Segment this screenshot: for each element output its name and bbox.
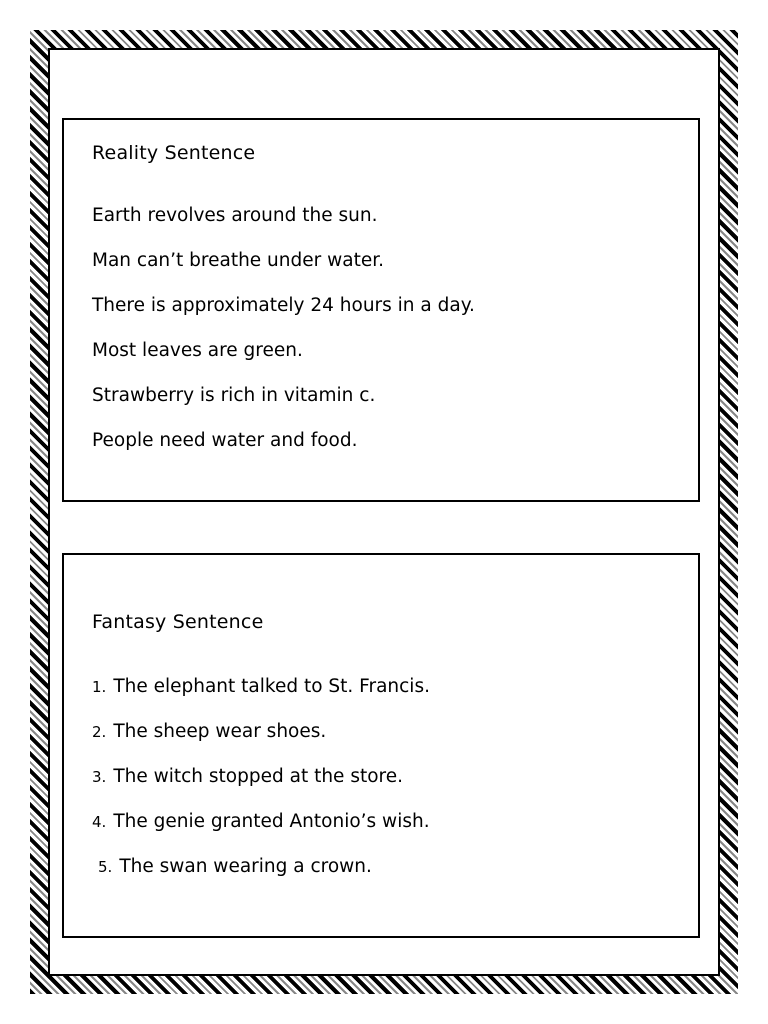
fantasy-sentence — [92, 855, 430, 900]
sentence-number: 2. — [92, 723, 107, 741]
fantasy-card — [62, 553, 700, 938]
reality-sentence: People need water and food. — [92, 430, 358, 451]
fantasy-sentence — [92, 810, 430, 855]
sentence-number: 3. — [92, 768, 107, 786]
sentence-number: 1. — [92, 678, 107, 696]
fantasy-sentence — [92, 675, 430, 720]
fantasy-sentence — [92, 720, 430, 765]
reality-sentence: Strawberry is rich in vitamin c. — [92, 385, 376, 406]
reality-sentence: Earth revolves around the sun. — [92, 205, 378, 226]
reality-sentence-list — [92, 204, 475, 474]
fantasy-sentence-list — [92, 675, 430, 900]
sentence-number: 5. — [98, 858, 113, 876]
sentence-text: The witch stopped at the store. — [113, 766, 403, 787]
reality-card — [62, 118, 700, 502]
sentence-text: The swan wearing a crown. — [119, 856, 372, 877]
reality-title: Reality Sentence — [92, 142, 256, 164]
reality-sentence: Most leaves are green. — [92, 340, 303, 361]
sentence-text: The genie granted Antonio’s wish. — [113, 811, 430, 832]
fantasy-title: Fantasy Sentence — [92, 611, 264, 633]
sentence-text: The sheep wear shoes. — [113, 721, 327, 742]
fantasy-sentence — [92, 765, 430, 810]
reality-sentence: Man can’t breathe under water. — [92, 250, 385, 271]
sentence-number: 4. — [92, 813, 107, 831]
sentence-text: The elephant talked to St. Francis. — [113, 676, 430, 697]
reality-sentence: There is approximately 24 hours in a day. — [92, 295, 475, 316]
